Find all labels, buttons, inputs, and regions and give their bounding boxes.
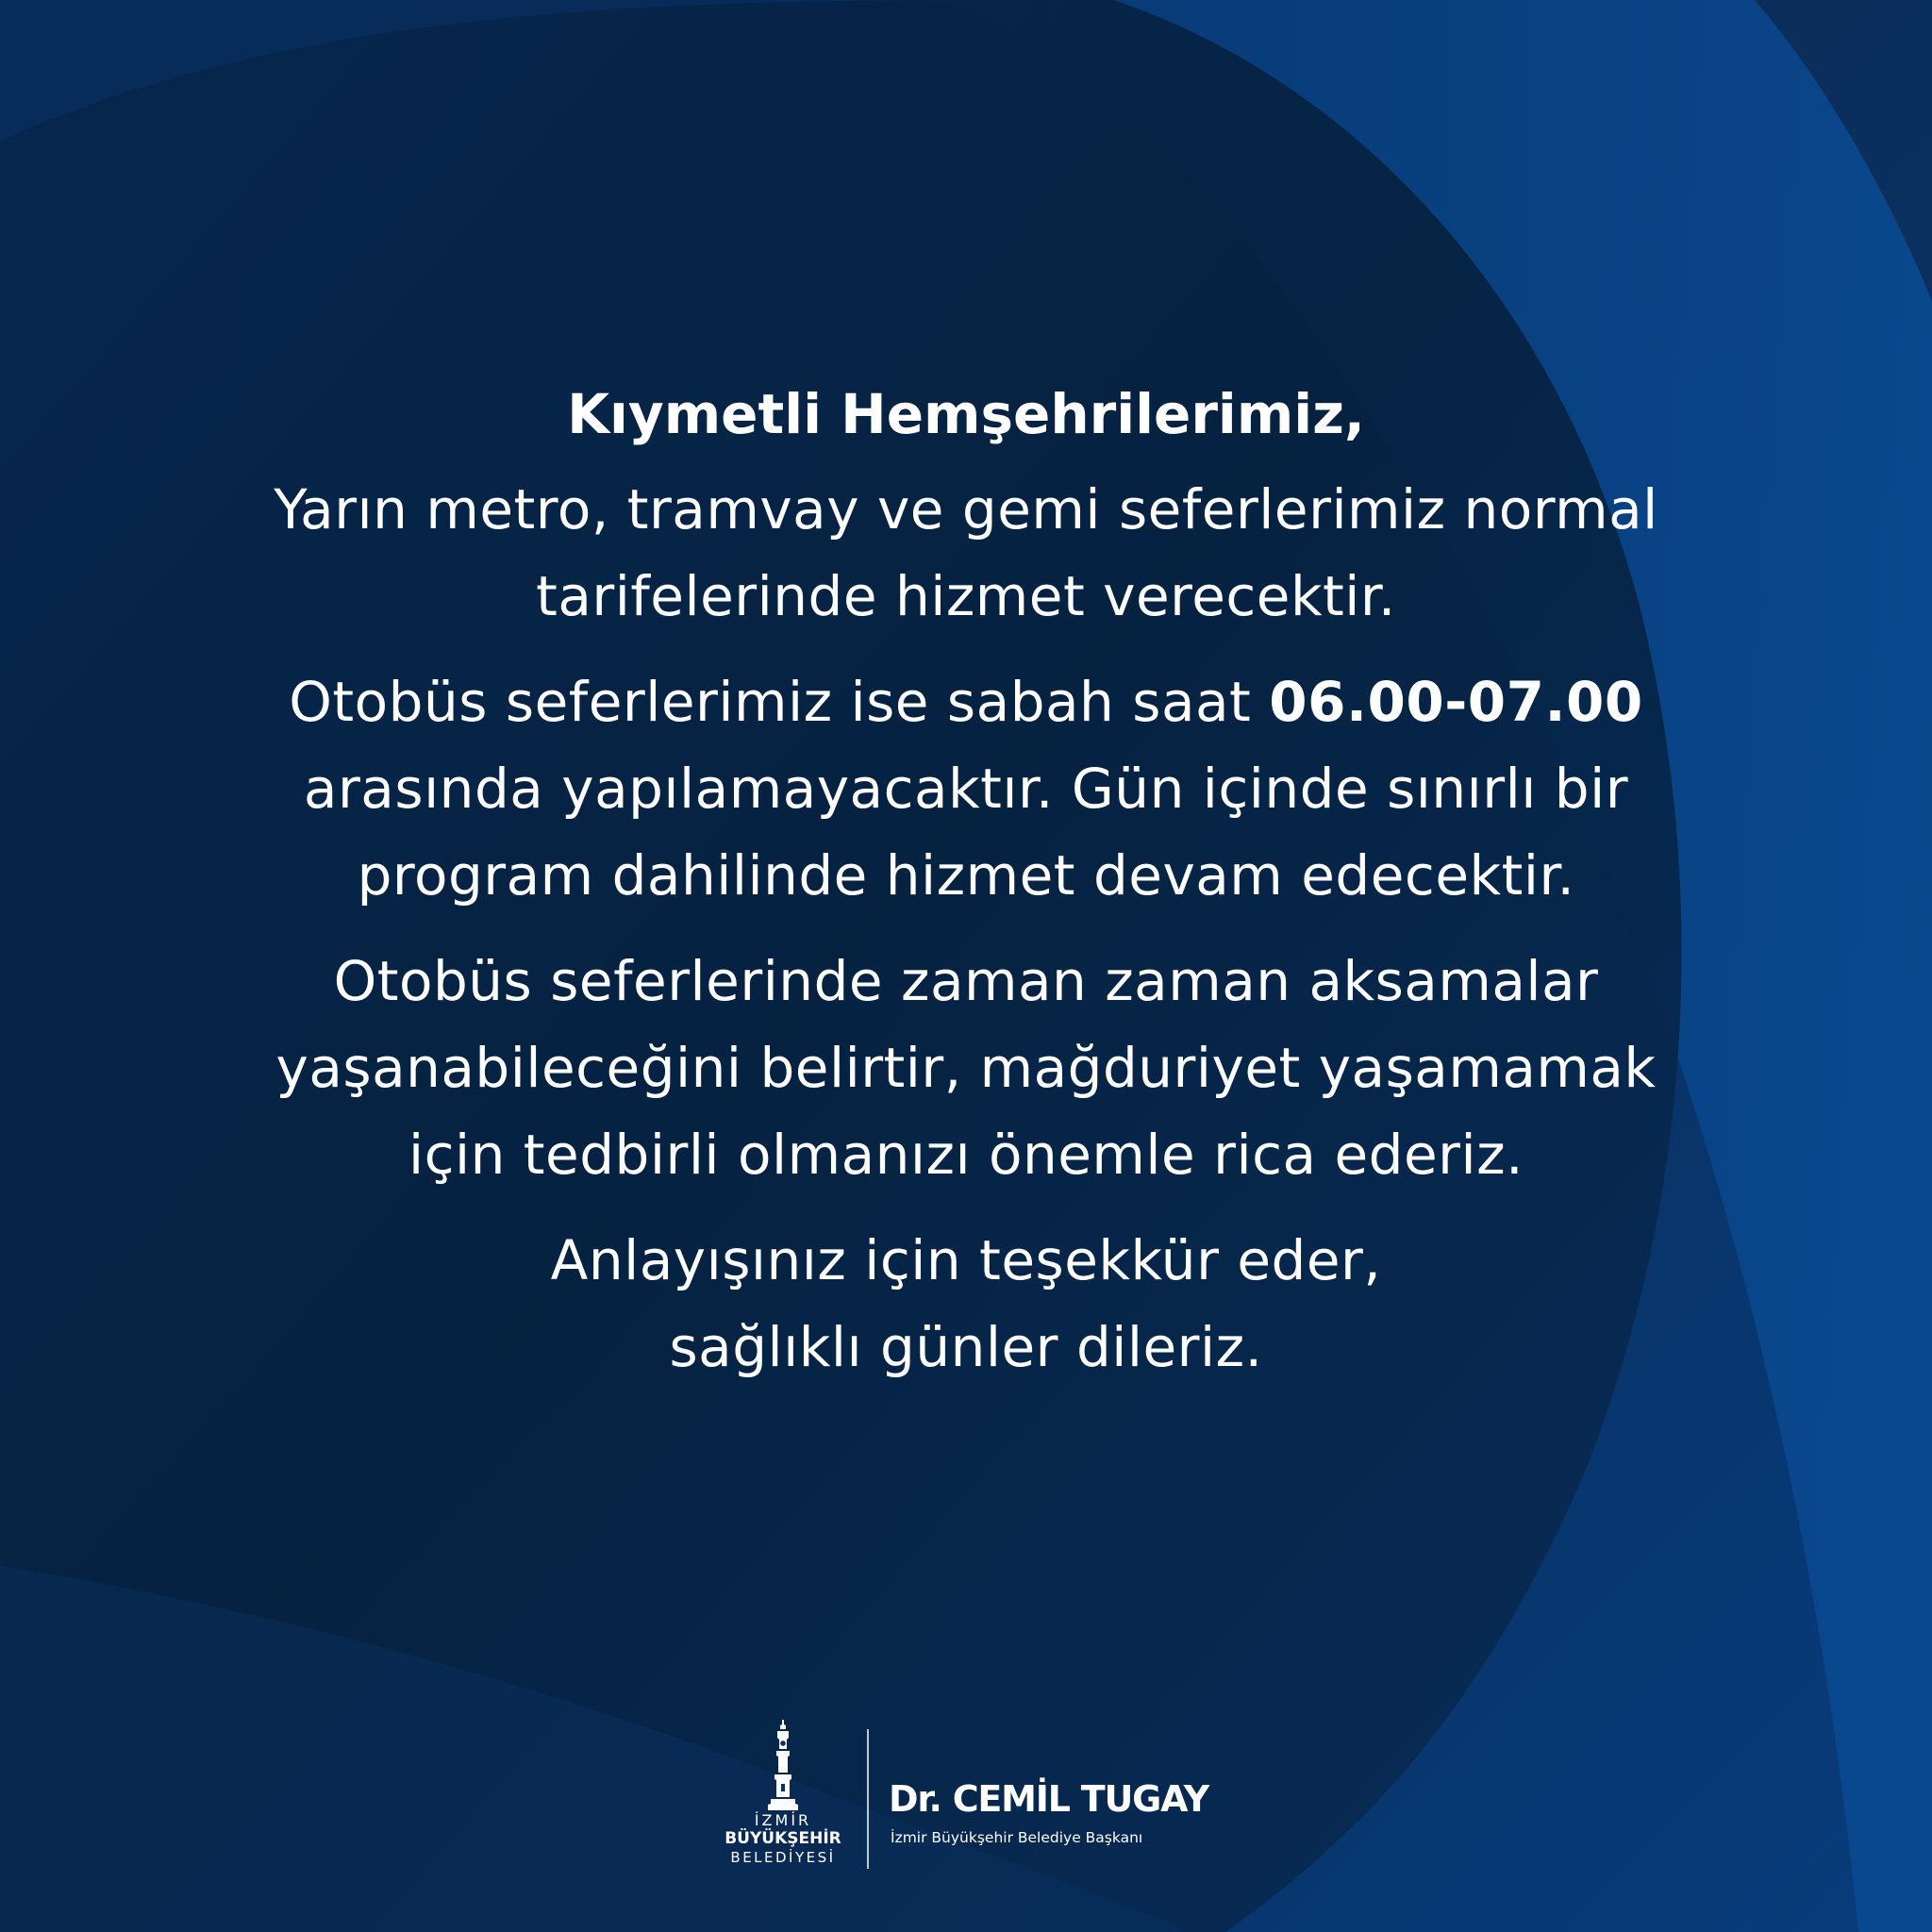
- paragraph-line: Otobüs seferlerinde zaman zaman aksamalar: [333, 949, 1599, 1013]
- paragraph-line: yaşanabileceğini belirtir, mağduriyet yaşamamak: [275, 1036, 1657, 1100]
- footer-signature-block: [703, 1712, 1231, 1873]
- logo-text-izmir: İZMİR: [754, 1811, 812, 1829]
- paragraph-line: Anlayışınız için teşekkür eder,: [550, 1228, 1382, 1292]
- mayor-title: İzmir Büyükşehir Belediye Başkanı: [891, 1829, 1143, 1846]
- izmir-municipality-logo: [703, 1720, 863, 1873]
- paragraph-closing: [117, 1217, 1815, 1391]
- paragraph-line: [117, 658, 1815, 745]
- paragraph-bus-service: [117, 658, 1815, 919]
- clock-tower-icon: [767, 1720, 799, 1819]
- paragraph-disruption-warning: [117, 938, 1815, 1198]
- paragraph-line: sağlıklı günler dileriz.: [669, 1315, 1263, 1379]
- time-range: 06.00-07.00: [1269, 670, 1643, 734]
- paragraph-line: arasında yapılamayacaktır. Gün içinde sınırlı bir: [303, 757, 1629, 821]
- paragraph-line: program dahilinde hizmet devam edecektir.: [357, 843, 1575, 908]
- logo-text-buyuksehir: BÜYÜKŞEHİR: [724, 1829, 841, 1848]
- mayor-name: Dr. CEMİL TUGAY: [889, 1778, 1209, 1820]
- paragraph-text: Otobüs seferlerimiz ise sabah saat: [289, 670, 1270, 734]
- paragraph-line: tarifelerinde hizmet verecektir.: [536, 564, 1396, 628]
- logo-text-belediyesi: BELEDİYESİ: [730, 1849, 836, 1866]
- footer-divider: [867, 1729, 869, 1869]
- paragraph-line: Yarın metro, tramvay ve gemi seferlerimiz normal: [274, 477, 1658, 541]
- paragraph-line: için tedbirli olmanızı önemle rica ederiz.: [408, 1123, 1524, 1187]
- announcement-message: [117, 366, 1815, 1409]
- paragraph-rail-service: [117, 466, 1815, 640]
- greeting-heading: Kıymetli Hemşehrilerimiz,: [567, 382, 1365, 446]
